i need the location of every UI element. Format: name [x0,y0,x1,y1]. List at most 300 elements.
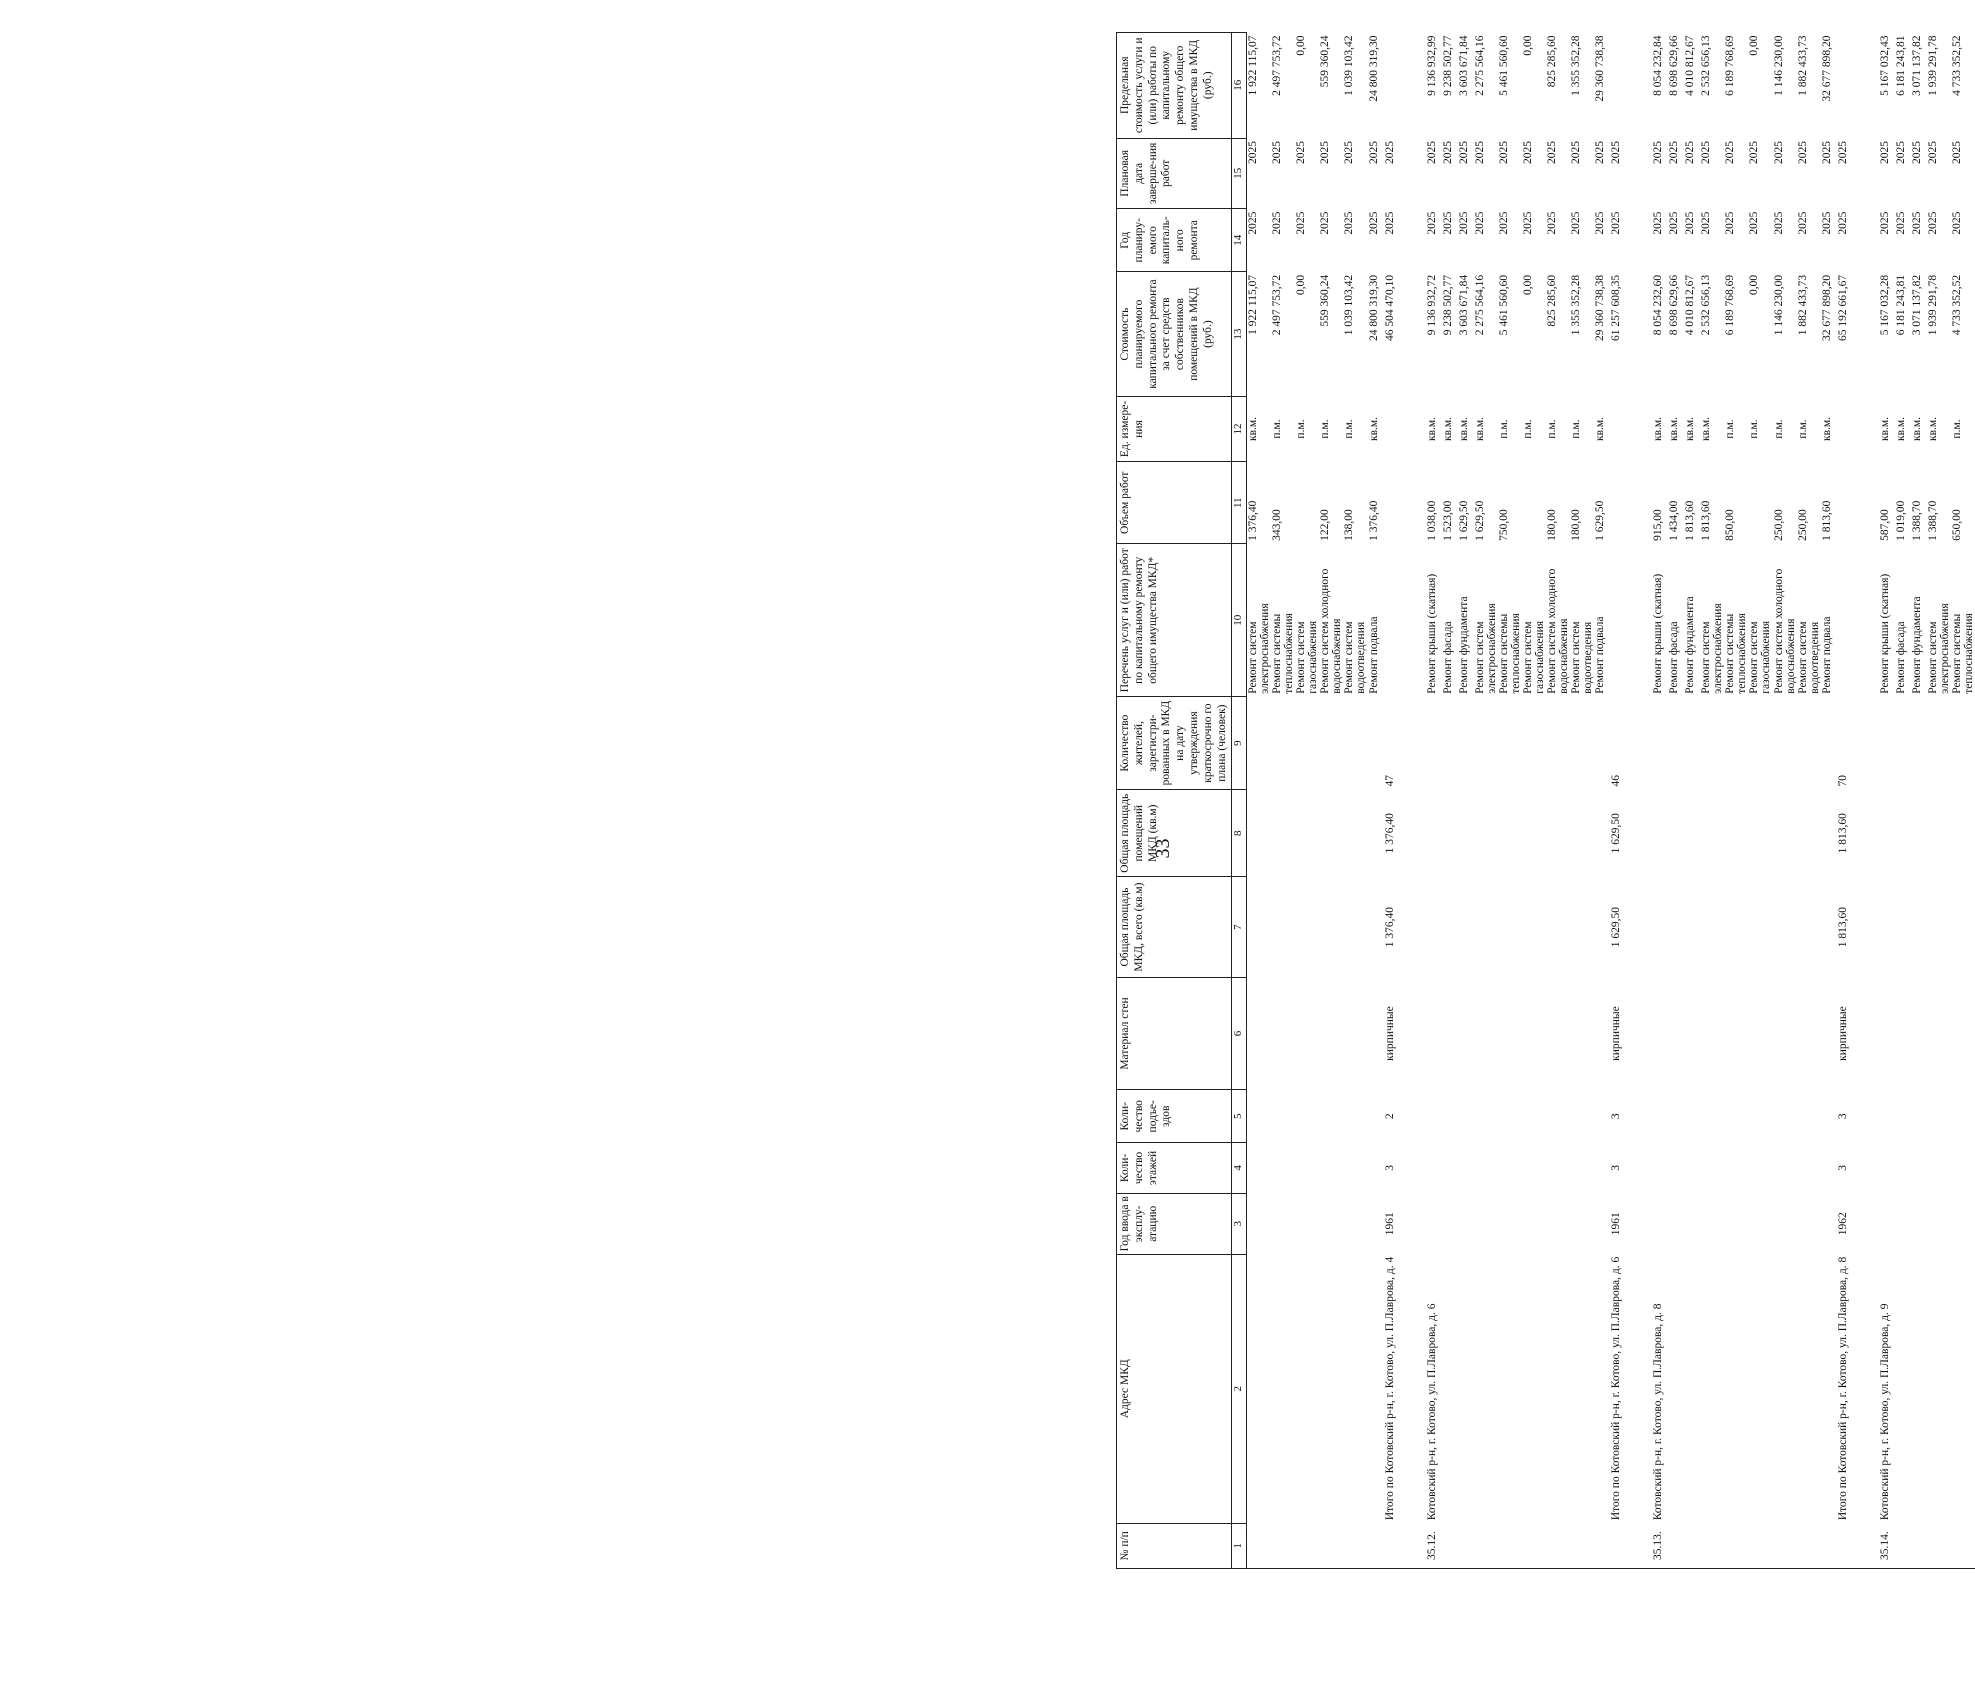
work-volume-cell: 850,00 [1724,509,1737,541]
wall-material-cell [1895,977,1911,1090]
entrances-cell [1821,1090,1837,1143]
column-header: Год планиру-емого капиталь-ного ремонта [1117,209,1232,272]
unit-cell: кв.м. [1668,416,1681,441]
column-header: Объем работ [1117,462,1232,544]
plan-year-cell: 2025 [1497,211,1510,235]
column-number: 7 [1232,877,1247,977]
residents-cell [1570,697,1594,790]
work-line: Ремонт крыши (скатная) [1425,573,1438,694]
work-volume-cell: 1 523,00 [1441,500,1454,541]
residents-cell [1797,697,1821,790]
residents-cell [1748,697,1772,790]
residents-cell [1368,697,1384,790]
work-volume-cell: 1 813,60 [1820,500,1833,541]
year-cell [1927,1193,1951,1254]
entrances-cell [1295,1090,1319,1143]
residents-cell [1426,697,1442,790]
address-cell [1684,1254,1700,1523]
cost-cell: 8 698 629,66 [1668,274,1681,336]
entrances-cell [1271,1090,1295,1143]
address-cell [1474,1254,1498,1523]
plan-year-cell: 2025 [1367,211,1380,235]
floors-cell [1570,1143,1594,1194]
plan-year-cell: 2025 [1271,211,1284,235]
address-cell [1458,1254,1474,1523]
floors-cell [1684,1143,1700,1194]
work-volume-cell [1610,462,1652,544]
work-line: Ремонт систем [1926,621,1939,694]
cost-cell: 6 189 768,69 [1724,274,1737,336]
cost-cell: 5 461 560,60 [1497,274,1510,336]
year-cell: 1961 [1610,1212,1623,1236]
limit-cost-cell: 6 189 768,69 [1724,35,1737,96]
table-row [1458,33,1474,1569]
work-volume-cell: 1 376,40 [1367,500,1380,541]
table-row [1773,33,1797,1569]
unit-cell: кв.м. [1594,416,1607,441]
year-cell [1343,1193,1367,1254]
entrances-cell [1748,1090,1772,1143]
work-volume-cell [1384,462,1426,544]
plan-year-cell: 2025 [1894,211,1907,235]
work-line: теплоснабжения [1962,613,1975,694]
floors-cell [1724,1143,1748,1194]
cost-cell: 0,00 [1295,274,1308,296]
unit-cell: кв.м. [1700,416,1713,441]
entrances-cell: 3 [1610,1113,1623,1120]
work-list-cell [1570,544,1594,697]
unit-cell [1610,396,1652,461]
work-line: Ремонт системы [1724,613,1737,694]
work-list-cell [1748,544,1772,697]
year-cell [1879,1193,1895,1254]
wall-material-cell [1271,977,1295,1090]
row-number [1895,1523,1911,1568]
row-number [1668,1523,1684,1568]
work-volume-cell: 1 813,60 [1700,500,1713,541]
premises-area-cell [1895,789,1911,877]
total-area-cell [1442,877,1458,977]
row-number [1546,1523,1570,1568]
wall-material-cell [1442,977,1458,1090]
end-year-cell: 2025 [1383,141,1396,165]
premises-area-cell [1458,789,1474,877]
entrances-cell [1797,1090,1821,1143]
limit-cost-cell: 2 497 753,72 [1271,35,1284,96]
cost-cell: 4 010 812,67 [1684,274,1697,336]
year-cell [1700,1193,1724,1254]
entrances-cell [1773,1090,1797,1143]
column-number: 15 [1232,138,1247,209]
unit-cell: п.м. [1724,419,1737,439]
work-line: газоснабжения [1533,620,1546,694]
address-cell [1522,1254,1546,1523]
work-list-cell [1927,544,1951,697]
unit-cell: п.м. [1295,419,1308,439]
address-cell: Котовский р-н, г. Котово, ул. П.Лаврова, д. 8 [1652,1303,1665,1521]
premises-area-cell [1442,789,1458,877]
end-year-cell: 2025 [1594,141,1607,165]
unit-cell: кв.м. [1652,416,1665,441]
wall-material-cell [1522,977,1546,1090]
unit-cell: кв.м. [1926,416,1939,441]
work-list-cell [1684,544,1700,697]
column-number: 10 [1232,544,1247,697]
entrances-cell [1724,1090,1748,1143]
table-row [1911,33,1927,1569]
work-volume-cell: 587,00 [1878,509,1891,541]
floors-cell [1911,1143,1927,1194]
floors-cell: 3 [1836,1165,1849,1171]
limit-cost-cell: 1 939 291,78 [1926,35,1939,96]
floors-cell: 3 [1383,1165,1396,1171]
column-number: 16 [1232,33,1247,139]
cost-cell: 46 504 470,10 [1383,274,1396,342]
year-cell [1797,1193,1821,1254]
row-number [1773,1523,1797,1568]
column-header: Общая площадь помещений МКД (кв.м) [1117,789,1232,877]
total-area-cell [1570,877,1594,977]
table-row [1570,33,1594,1569]
year-cell [1821,1193,1837,1254]
table-row [1927,33,1951,1569]
wall-material-cell [1879,977,1895,1090]
floors-cell [1748,1143,1772,1194]
row-number [1724,1523,1748,1568]
residents-cell [1442,697,1458,790]
table-row [1522,33,1546,1569]
plan-year-cell: 2025 [1343,211,1356,235]
premises-area-cell [1271,789,1295,877]
entrances-cell: 3 [1836,1113,1849,1120]
end-year-cell: 2025 [1910,141,1923,165]
end-year-cell: 2025 [1668,141,1681,165]
address-cell: Котовский р-н, г. Котово, ул. П.Лаврова, д. 6 [1425,1303,1438,1521]
wall-material-cell [1474,977,1498,1090]
address-cell [1668,1254,1684,1523]
work-volume-cell: 1 629,50 [1594,500,1607,541]
unit-cell: п.м. [1748,419,1761,439]
table-row [1246,33,1271,1569]
plan-year-cell: 2025 [1748,211,1761,235]
table-row [1837,33,1879,1569]
work-line: Ремонт крыши (скатная) [1652,573,1665,694]
table-row [1368,33,1384,1569]
work-volume-cell [1837,462,1879,544]
address-cell [1724,1254,1748,1523]
cost-cell: 4 733 352,52 [1950,274,1963,336]
floors-cell [1522,1143,1546,1194]
column-header: Коли-чество подъе-здов [1117,1090,1232,1143]
row-number [1295,1523,1319,1568]
end-year-cell: 2025 [1610,141,1623,165]
year-cell [1498,1193,1522,1254]
floors-cell [1668,1143,1684,1194]
end-year-cell: 2025 [1473,141,1486,165]
limit-cost-cell: 9 136 932,99 [1425,35,1438,96]
premises-area-cell [1797,789,1821,877]
wall-material-cell [1773,977,1797,1090]
work-list-cell [1426,544,1442,697]
entrances-cell [1570,1090,1594,1143]
column-number: 2 [1232,1254,1247,1523]
residents-cell [1271,697,1295,790]
plan-year-cell: 2025 [1594,211,1607,235]
premises-area-cell [1700,789,1724,877]
entrances-cell [1927,1090,1951,1143]
address-cell [1271,1254,1295,1523]
work-line: Ремонт систем [1343,621,1356,694]
limit-cost-cell [1610,33,1652,139]
floors-cell [1458,1143,1474,1194]
address-cell [1911,1254,1927,1523]
work-list-cell [1271,544,1295,697]
work-line: теплоснабжения [1283,613,1296,694]
floors-cell [1343,1143,1367,1194]
floors-cell [1927,1143,1951,1194]
column-number: 6 [1232,977,1247,1090]
end-year-cell: 2025 [1950,141,1963,165]
work-line: Ремонт систем холодного [1545,568,1558,694]
table-row [1498,33,1522,1569]
residents-cell [1668,697,1684,790]
premises-area-cell [1724,789,1748,877]
work-line: электроснабжения [1938,603,1951,694]
work-line: газоснабжения [1307,620,1320,694]
wall-material-cell [1700,977,1724,1090]
work-volume-cell: 1 629,50 [1473,500,1486,541]
end-year-cell: 2025 [1271,141,1284,165]
total-area-cell [1319,877,1343,977]
cost-cell: 2 532 656,13 [1700,274,1713,336]
table-row [1748,33,1772,1569]
work-volume-cell: 1 038,00 [1425,500,1438,541]
premises-area-cell [1319,789,1343,877]
unit-cell: кв.м. [1684,416,1697,441]
plan-year-cell: 2025 [1246,211,1259,235]
table-row [1426,33,1442,1569]
total-area-cell [1773,877,1797,977]
end-year-cell: 2025 [1652,141,1665,165]
year-cell [1368,1193,1384,1254]
residents-cell [1246,697,1271,790]
row-number [1911,1523,1927,1568]
residents-cell [1879,697,1895,790]
work-volume-cell [1522,462,1546,544]
column-header: Коли-чество этажей [1117,1143,1232,1194]
end-year-cell: 2025 [1772,141,1785,165]
entrances-cell [1879,1090,1895,1143]
row-number [1442,1523,1458,1568]
year-cell [1474,1193,1498,1254]
end-year-cell: 2025 [1367,141,1380,165]
work-line: водоотведения [1355,621,1368,694]
work-line: Ремонт систем [1295,621,1308,694]
total-area-cell [1927,877,1951,977]
end-year-cell: 2025 [1878,141,1891,165]
cost-cell: 0,00 [1748,274,1761,296]
column-header: Стоимость планируемого капитального ремонта за счет средств собственников помещений в МКД (руб.) [1117,272,1232,396]
floors-cell [1594,1143,1610,1194]
column-number: 3 [1232,1193,1247,1254]
work-list-cell [1546,544,1570,697]
year-cell [1319,1193,1343,1254]
limit-cost-cell: 5 461 560,60 [1497,35,1510,96]
address-cell [1295,1254,1319,1523]
work-list-cell [1668,544,1684,697]
work-line: газоснабжения [1760,620,1773,694]
year-cell [1570,1193,1594,1254]
residents-cell [1927,697,1951,790]
year-cell [1458,1193,1474,1254]
end-year-cell: 2025 [1684,141,1697,165]
premises-area-cell [1879,789,1895,877]
table-row [1821,33,1837,1569]
total-area-cell [1594,877,1610,977]
end-year-cell: 2025 [1246,141,1259,165]
table-row [1295,33,1319,1569]
limit-cost-cell: 0,00 [1295,35,1308,56]
limit-cost-cell: 24 800 319,30 [1367,35,1380,102]
limit-cost-cell: 8 054 232,84 [1652,35,1665,96]
work-volume-cell: 750,00 [1497,509,1510,541]
plan-year-cell: 2025 [1724,211,1737,235]
total-area-cell [1458,877,1474,977]
row-number [1797,1523,1821,1568]
header-row [1117,33,1232,1569]
wall-material-cell [1319,977,1343,1090]
total-area-cell [1797,877,1821,977]
total-area-cell [1246,877,1271,977]
residents-cell [1773,697,1797,790]
total-area-cell [1295,877,1319,977]
plan-year-cell: 2025 [1878,211,1891,235]
total-area-cell [1668,877,1684,977]
cost-cell: 5 167 032,28 [1878,274,1891,336]
wall-material-cell: кирпичные [1836,1006,1849,1061]
total-area-cell [1684,877,1700,977]
work-volume-cell: 1 813,60 [1684,500,1697,541]
unit-cell: кв.м. [1367,416,1380,441]
work-list-cell [1522,544,1546,697]
total-area-cell [1724,877,1748,977]
address-cell [1368,1254,1384,1523]
work-list-cell [1911,544,1927,697]
residents-cell [1594,697,1610,790]
work-line: водоотведения [1582,621,1595,694]
residents-cell [1652,697,1668,790]
total-area-cell [1368,877,1384,977]
cost-cell: 32 677 898,20 [1820,274,1833,342]
cost-cell: 3 603 671,84 [1457,274,1470,336]
premises-area-cell [1295,789,1319,877]
premises-area-cell [1498,789,1522,877]
cost-cell: 0,00 [1521,274,1534,296]
end-year-cell: 2025 [1545,141,1558,165]
wall-material-cell [1295,977,1319,1090]
entrances-cell [1684,1090,1700,1143]
table-row [1684,33,1700,1569]
entrances-cell [1343,1090,1367,1143]
premises-area-cell [1821,789,1837,877]
column-number: 5 [1232,1090,1247,1143]
total-area-cell [1748,877,1772,977]
column-number: 14 [1232,209,1247,272]
work-list-cell [1384,544,1426,697]
address-cell [1498,1254,1522,1523]
work-line: Ремонт системы [1271,613,1284,694]
wall-material-cell [1594,977,1610,1090]
wall-material-cell [1458,977,1474,1090]
entrances-cell: 2 [1383,1113,1396,1120]
work-list-cell [1879,544,1895,697]
unit-cell [1384,396,1426,461]
end-year-cell: 2025 [1700,141,1713,165]
end-year-cell: 2025 [1836,141,1849,165]
year-cell [1668,1193,1684,1254]
total-area-cell [1879,877,1895,977]
year-cell [1748,1193,1772,1254]
floors-cell [1797,1143,1821,1194]
limit-cost-cell: 4 733 352,52 [1950,35,1963,96]
limit-cost-cell: 2 532 656,13 [1700,35,1713,96]
row-number [1748,1523,1772,1568]
table-row [1700,33,1724,1569]
unit-cell: п.м. [1950,419,1963,439]
work-volume-cell: 1 629,50 [1457,500,1470,541]
unit-cell: кв.м. [1910,416,1923,441]
unit-cell: кв.м. [1894,416,1907,441]
unit-cell: п.м. [1271,419,1284,439]
cost-cell: 825 285,60 [1545,274,1558,327]
year-cell [1773,1193,1797,1254]
cost-cell: 2 275 564,16 [1473,274,1486,336]
column-header: Адрес МКД [1117,1254,1232,1523]
year-cell [1546,1193,1570,1254]
end-year-cell: 2025 [1441,141,1454,165]
row-number [1384,1523,1426,1568]
address-cell: Итого по Котовский р-н, г. Котово, ул. П.Лаврова, д. 8 [1836,1256,1849,1521]
entrances-cell [1426,1090,1442,1143]
unit-cell: п.м. [1772,419,1785,439]
table-row [1343,33,1367,1569]
work-list-cell [1821,544,1837,697]
cost-cell: 9 238 502,77 [1441,274,1454,336]
premises-area-cell [1773,789,1797,877]
work-volume-cell: 1 388,70 [1926,500,1939,541]
premises-area-cell [1748,789,1772,877]
plan-year-cell: 2025 [1610,211,1623,235]
column-number: 8 [1232,789,1247,877]
work-line: Ремонт фасада [1894,621,1907,694]
limit-cost-cell [1384,33,1426,139]
table-row [1384,33,1426,1569]
work-list-cell [1797,544,1821,697]
table-row [1610,33,1652,1569]
column-header: Год ввода в эксплу-атацию [1117,1193,1232,1254]
address-cell [1700,1254,1724,1523]
limit-cost-cell: 1 039 103,42 [1343,35,1356,96]
unit-cell: п.м. [1319,419,1332,439]
entrances-cell [1522,1090,1546,1143]
wall-material-cell [1668,977,1684,1090]
residents-cell [1522,697,1546,790]
address-cell [1821,1254,1837,1523]
row-number [1837,1523,1879,1568]
residents-cell [1458,697,1474,790]
unit-cell: кв.м. [1425,416,1438,441]
row-number [1343,1523,1367,1568]
